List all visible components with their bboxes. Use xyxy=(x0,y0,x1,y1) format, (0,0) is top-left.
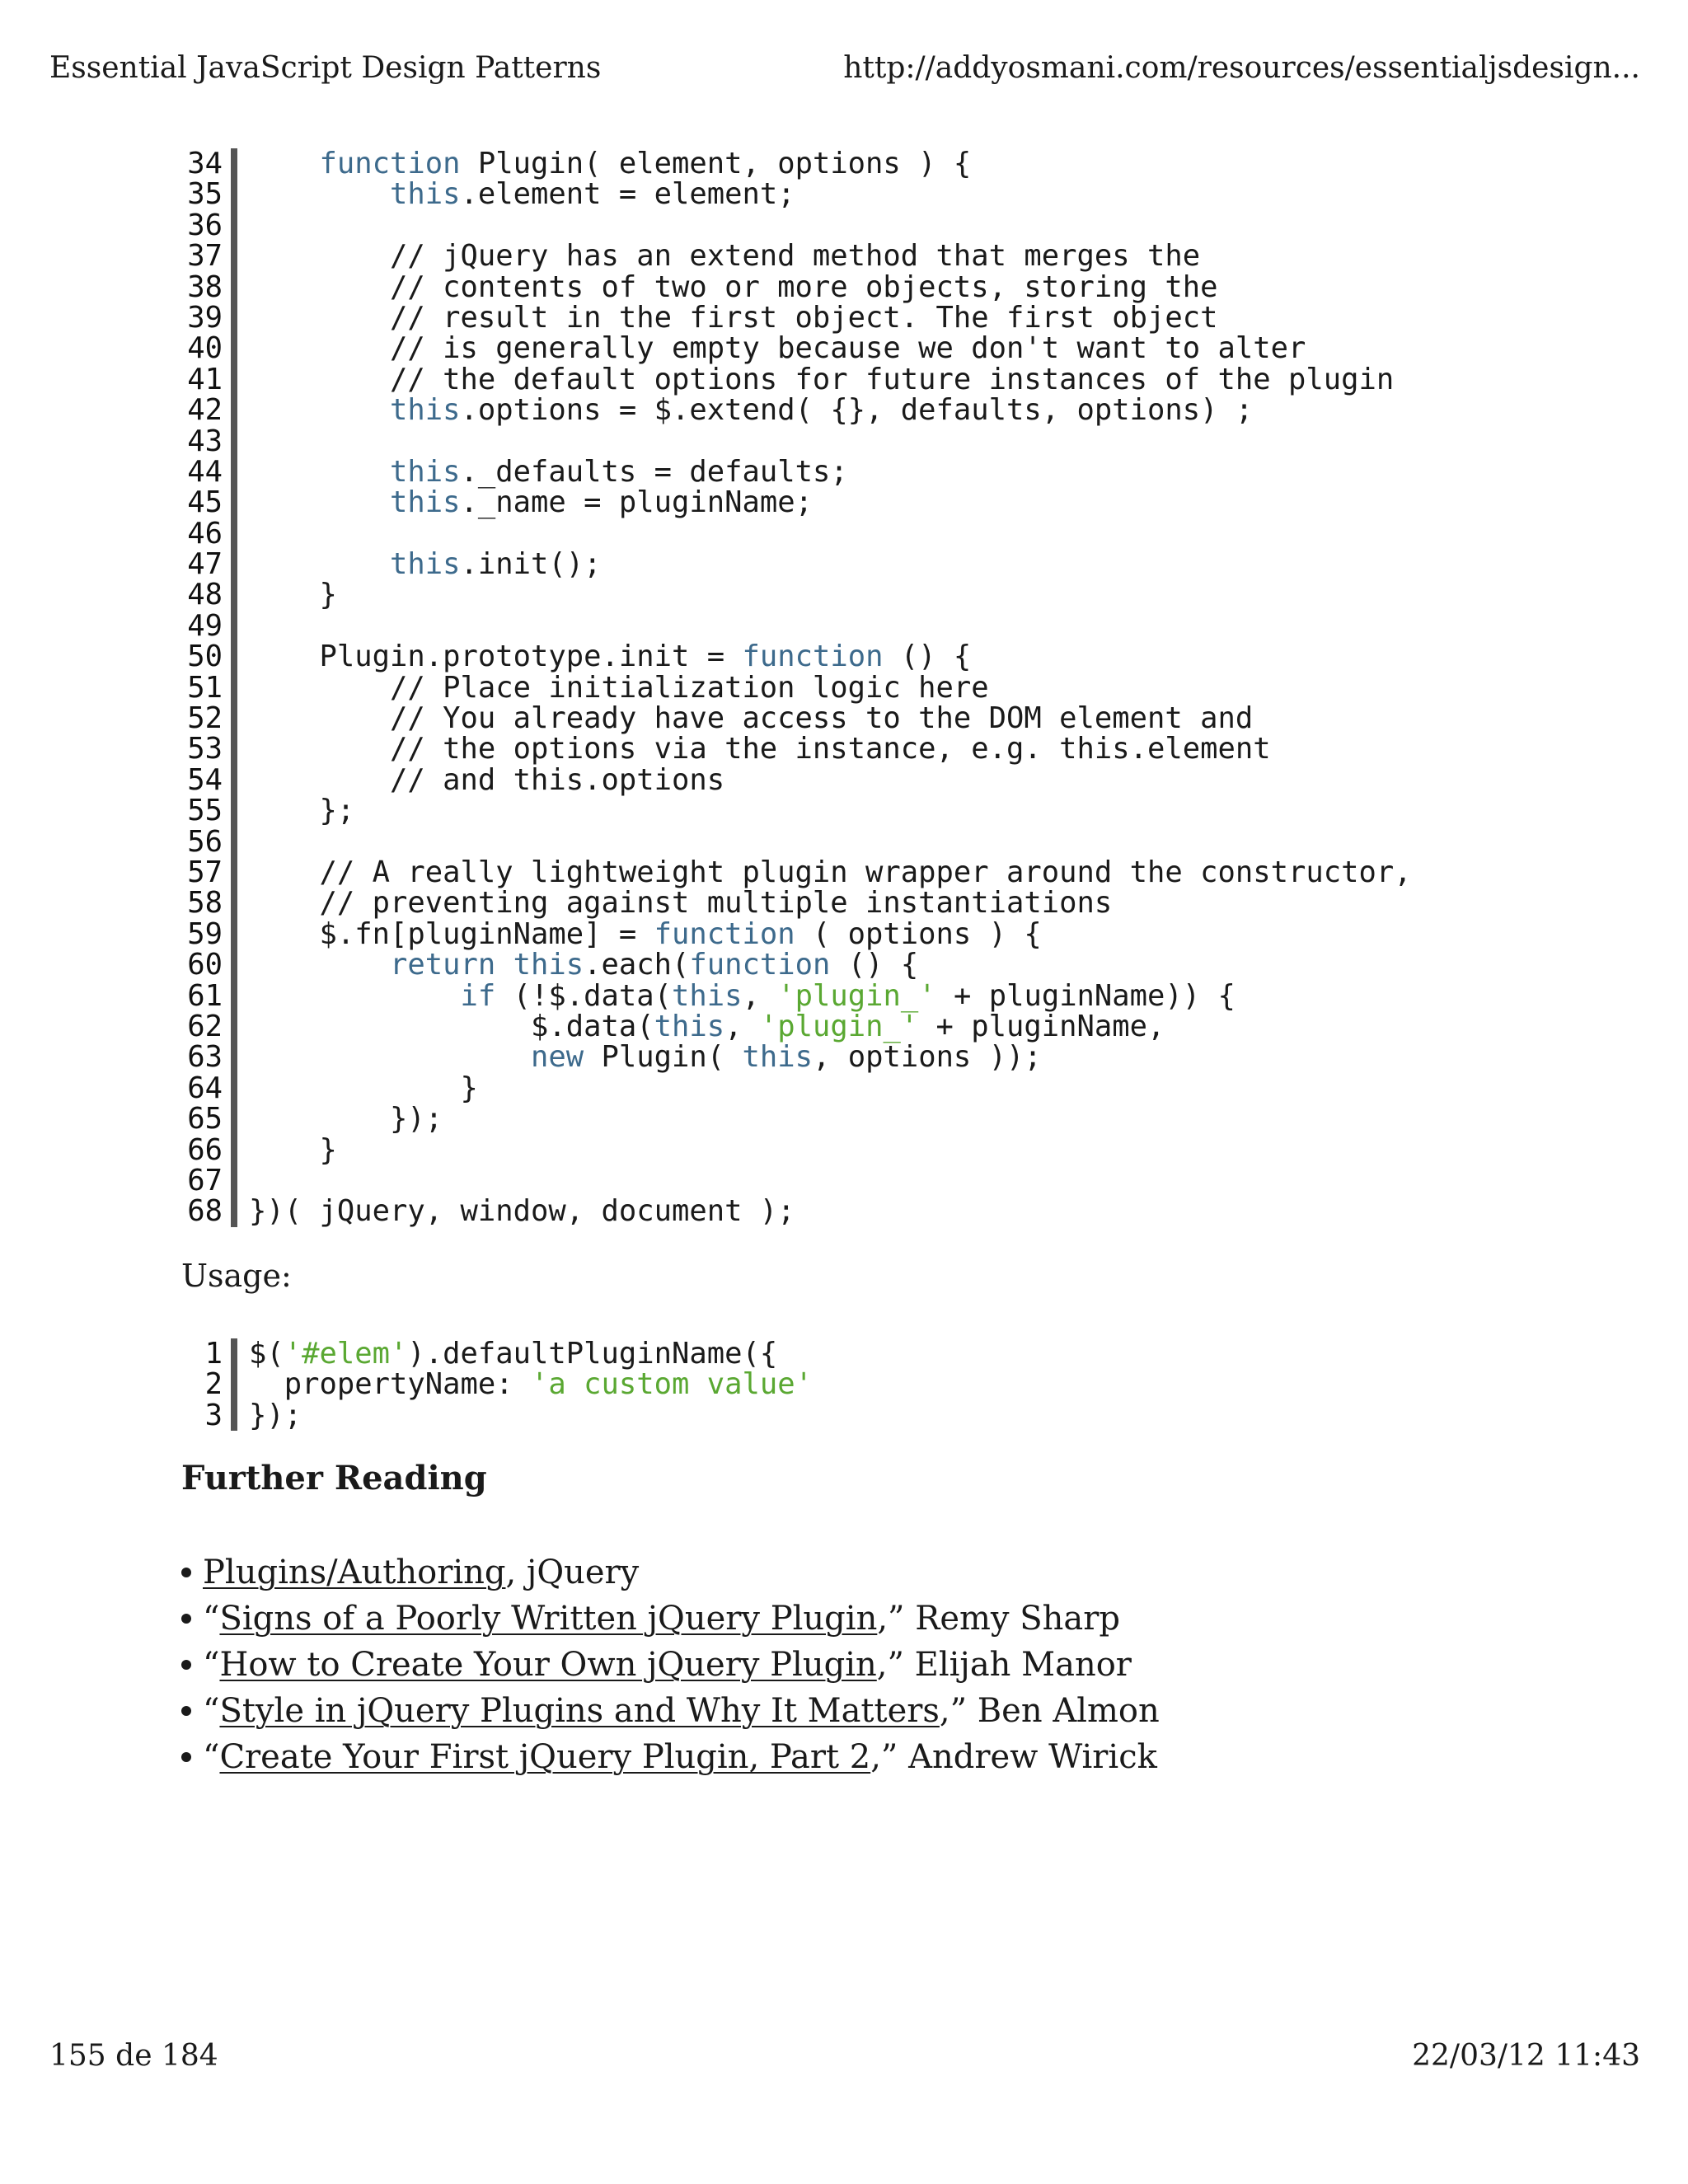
code-text xyxy=(249,1367,813,1402)
code-token: // the default options for future instances of the plugin xyxy=(249,362,1395,396)
line-number: 43 xyxy=(187,424,223,458)
code-text xyxy=(249,1194,795,1229)
code-token: () { xyxy=(883,640,972,674)
reading-item xyxy=(181,1596,1160,1642)
reading-item-author: ,” Andrew Wirick xyxy=(870,1738,1157,1776)
line-number: 62 xyxy=(187,1009,223,1043)
code-keyword: function xyxy=(319,147,461,180)
code-keyword: this xyxy=(389,485,461,520)
reading-item xyxy=(181,1549,1160,1596)
gutter-bar xyxy=(231,148,237,179)
code-line xyxy=(161,916,1562,951)
code-token: (!$.data( xyxy=(495,978,672,1013)
reading-item-author: ,” Elijah Manor xyxy=(876,1646,1132,1684)
code-line xyxy=(161,1367,1562,1402)
code-token xyxy=(249,948,390,982)
code-token: // result in the first object. The first object xyxy=(249,300,1218,335)
line-number: 44 xyxy=(187,454,223,489)
reading-item-author: , jQuery xyxy=(505,1554,640,1591)
code-text xyxy=(249,1132,337,1167)
code-text xyxy=(249,393,1254,428)
code-token: ).defaultPluginName({ xyxy=(407,1337,778,1371)
gutter-bar xyxy=(231,1011,237,1042)
reading-link[interactable]: Plugins/Authoring xyxy=(203,1554,506,1591)
code-text xyxy=(249,579,337,610)
code-text xyxy=(249,762,725,797)
gutter-bar xyxy=(231,1369,237,1399)
line-number: 51 xyxy=(187,670,223,705)
line-number: 34 xyxy=(187,147,223,180)
code-line xyxy=(161,210,1562,241)
code-string: 'a custom value' xyxy=(530,1367,813,1402)
print-datetime: 22/03/12 11:43 xyxy=(1412,2039,1640,2073)
code-token: }); xyxy=(249,1398,302,1432)
line-number: 67 xyxy=(187,1163,223,1197)
line-number: 39 xyxy=(187,300,223,335)
gutter-bar xyxy=(231,673,237,703)
gutter-bar xyxy=(231,395,237,425)
line-number: 52 xyxy=(187,701,223,736)
line-number: 50 xyxy=(187,640,223,674)
code-token: .options = $.extend( {}, defaults, options) ; xyxy=(460,393,1254,428)
code-keyword: this xyxy=(513,948,584,982)
code-text xyxy=(249,1102,443,1137)
code-token: // jQuery has an extend method that merges the xyxy=(249,239,1201,274)
gutter-bar xyxy=(231,641,237,672)
gutter-bar xyxy=(231,733,237,764)
line-number: 45 xyxy=(187,485,223,520)
code-token: } xyxy=(249,1071,478,1105)
code-keyword: this xyxy=(654,1009,725,1043)
gutter-bar xyxy=(231,333,237,363)
code-token: + pluginName, xyxy=(918,1009,1165,1043)
gutter-bar xyxy=(231,1400,237,1431)
code-line xyxy=(161,487,1562,518)
line-number: 49 xyxy=(187,608,223,643)
reading-item-prefix: “ xyxy=(203,1692,220,1730)
page-header-title: Essential JavaScript Design Patterns xyxy=(49,51,602,85)
code-token: }; xyxy=(249,794,355,828)
code-text xyxy=(249,641,971,672)
code-line xyxy=(161,1132,1562,1167)
line-number: 65 xyxy=(187,1102,223,1137)
bullet-icon xyxy=(181,1660,191,1670)
gutter-bar xyxy=(231,487,237,518)
gutter-bar xyxy=(231,549,237,579)
code-token: } xyxy=(249,1132,337,1167)
code-text xyxy=(249,454,848,489)
gutter-bar xyxy=(231,981,237,1011)
code-token: // contents of two or more objects, storing the xyxy=(249,269,1218,304)
line-number: 61 xyxy=(187,978,223,1013)
code-text xyxy=(249,148,971,179)
line-number: 35 xyxy=(187,177,223,212)
code-line xyxy=(161,364,1562,395)
page-header-url: http://addyosmani.com/resources/essentialjsdesign... xyxy=(843,51,1640,85)
line-number: 58 xyxy=(187,886,223,921)
code-text xyxy=(249,547,602,582)
code-text xyxy=(249,733,1271,764)
line-number: 37 xyxy=(187,239,223,274)
code-keyword: this xyxy=(389,547,461,582)
line-number: 56 xyxy=(187,824,223,859)
code-line xyxy=(161,949,1562,980)
reading-link[interactable]: Style in jQuery Plugins and Why It Matters xyxy=(219,1692,940,1730)
code-keyword: function xyxy=(742,640,884,674)
gutter-bar xyxy=(231,1073,237,1104)
line-number: 64 xyxy=(187,1071,223,1105)
code-keyword: if xyxy=(460,978,496,1013)
code-line xyxy=(161,795,1562,826)
code-line xyxy=(161,1102,1562,1137)
code-token xyxy=(249,393,390,427)
code-token: // preventing against multiple instantiations xyxy=(249,886,1113,921)
code-token: } xyxy=(249,578,337,612)
code-keyword: this xyxy=(742,1040,813,1075)
code-text xyxy=(249,331,1306,366)
code-token: .element = element; xyxy=(460,177,795,212)
further-reading-heading: Further Reading xyxy=(181,1459,487,1497)
code-text xyxy=(249,1338,777,1369)
line-number: 2 xyxy=(204,1367,223,1402)
code-token: ( options ) { xyxy=(795,916,1042,951)
code-token xyxy=(249,455,390,489)
code-keyword: function xyxy=(654,916,795,951)
code-line xyxy=(161,426,1562,457)
code-line xyxy=(161,670,1562,705)
gutter-bar xyxy=(231,272,237,302)
bullet-icon xyxy=(181,1706,191,1716)
line-number: 63 xyxy=(187,1040,223,1075)
code-token: // the options via the instance, e.g. this.element xyxy=(249,732,1271,766)
bullet-icon xyxy=(181,1614,191,1624)
gutter-bar xyxy=(231,611,237,641)
gutter-bar xyxy=(231,426,237,457)
code-token xyxy=(249,547,390,581)
code-block-usage xyxy=(161,1338,1562,1431)
gutter-bar xyxy=(231,703,237,733)
reading-item-author: ,” Remy Sharp xyxy=(877,1600,1120,1638)
gutter-bar xyxy=(231,579,237,610)
code-token: $.fn[pluginName] = xyxy=(249,916,654,951)
code-line xyxy=(161,331,1562,366)
reading-item-prefix: “ xyxy=(203,1600,220,1638)
code-text xyxy=(249,239,1201,274)
code-line xyxy=(161,762,1562,797)
code-token xyxy=(249,147,320,180)
gutter-bar xyxy=(231,1196,237,1226)
code-line xyxy=(161,302,1562,333)
code-text xyxy=(249,1400,302,1431)
code-text xyxy=(249,949,918,980)
line-number: 59 xyxy=(187,916,223,951)
reading-link[interactable]: How to Create Your Own jQuery Plugin xyxy=(219,1646,877,1684)
reading-item xyxy=(181,1642,1160,1688)
bullet-icon xyxy=(181,1752,191,1762)
line-number: 68 xyxy=(187,1194,223,1229)
code-token: () { xyxy=(830,948,919,982)
code-token: propertyName: xyxy=(249,1367,531,1402)
code-line xyxy=(161,177,1562,212)
gutter-bar xyxy=(231,457,237,487)
code-token: , xyxy=(742,978,778,1013)
code-line xyxy=(161,1194,1562,1229)
gutter-bar xyxy=(231,210,237,241)
gutter-bar xyxy=(231,765,237,795)
code-text xyxy=(249,670,989,705)
code-text xyxy=(249,701,1254,736)
code-token: ._name = pluginName; xyxy=(460,485,813,520)
code-line xyxy=(161,857,1562,888)
code-text xyxy=(249,1011,1165,1042)
line-number: 41 xyxy=(187,362,223,396)
code-line xyxy=(161,733,1562,764)
gutter-bar xyxy=(231,1042,237,1072)
line-number: 42 xyxy=(187,393,223,428)
bullet-icon xyxy=(181,1568,191,1577)
code-keyword: function xyxy=(689,948,831,982)
gutter-bar xyxy=(231,1135,237,1165)
gutter-bar xyxy=(231,1165,237,1196)
code-keyword: this xyxy=(671,978,743,1013)
code-keyword: this xyxy=(389,454,461,489)
code-token: $.data( xyxy=(249,1009,654,1043)
code-keyword: this xyxy=(389,177,461,212)
code-text xyxy=(249,916,1042,951)
code-token xyxy=(249,979,460,1013)
code-token: }); xyxy=(249,1102,443,1137)
line-number: 53 xyxy=(187,732,223,766)
code-line xyxy=(161,1011,1562,1042)
code-line xyxy=(161,1338,1562,1369)
page-number: 155 de 184 xyxy=(49,2039,218,2073)
code-line xyxy=(161,148,1562,179)
code-text xyxy=(249,1073,478,1104)
code-token: , xyxy=(724,1009,760,1043)
line-number: 66 xyxy=(187,1132,223,1167)
code-token: $( xyxy=(249,1337,284,1371)
line-number: 36 xyxy=(187,208,223,242)
usage-label: Usage: xyxy=(181,1258,292,1294)
code-line xyxy=(161,393,1562,428)
code-token: })( jQuery, window, document ); xyxy=(249,1194,795,1229)
code-text xyxy=(249,177,795,212)
code-token xyxy=(249,177,390,211)
code-token: + pluginName)) { xyxy=(935,978,1236,1013)
code-text xyxy=(249,302,1218,333)
line-number: 55 xyxy=(187,794,223,828)
reading-item-prefix: “ xyxy=(203,1646,220,1684)
code-string: 'plugin_' xyxy=(777,978,936,1013)
code-keyword: new xyxy=(530,1040,584,1075)
line-number: 47 xyxy=(187,547,223,582)
code-line xyxy=(161,641,1562,672)
code-string: '#elem' xyxy=(284,1337,408,1371)
code-line xyxy=(161,239,1562,274)
gutter-bar xyxy=(231,1338,237,1369)
reading-item xyxy=(181,1734,1160,1780)
code-token xyxy=(495,948,513,982)
line-number: 60 xyxy=(187,948,223,982)
code-token xyxy=(249,1040,531,1074)
code-line xyxy=(161,824,1562,859)
code-keyword: return xyxy=(389,948,496,982)
code-text xyxy=(249,886,1113,921)
further-reading-list xyxy=(181,1549,1160,1780)
gutter-bar xyxy=(231,949,237,980)
reading-link[interactable]: Create Your First jQuery Plugin, Part 2 xyxy=(219,1738,871,1776)
line-number: 1 xyxy=(204,1337,223,1371)
code-text xyxy=(249,795,354,826)
gutter-bar xyxy=(231,179,237,209)
code-token: .init(); xyxy=(460,547,602,582)
reading-item xyxy=(181,1688,1160,1734)
code-block-plugin xyxy=(161,148,1562,1227)
code-token: ._defaults = defaults; xyxy=(460,454,848,489)
line-number: 48 xyxy=(187,578,223,612)
line-number: 40 xyxy=(187,331,223,366)
code-line xyxy=(161,1073,1562,1104)
code-line xyxy=(161,886,1562,921)
code-line xyxy=(161,454,1562,489)
code-line xyxy=(161,579,1562,610)
line-number: 57 xyxy=(187,855,223,889)
code-line xyxy=(161,701,1562,736)
code-line xyxy=(161,978,1562,1013)
code-token: // and this.options xyxy=(249,762,725,797)
reading-link[interactable]: Signs of a Poorly Written jQuery Plugin xyxy=(219,1600,878,1638)
reading-item-author: ,” Ben Almon xyxy=(939,1692,1160,1730)
code-token: // is generally empty because we don't want to alter xyxy=(249,331,1306,366)
gutter-bar xyxy=(231,795,237,826)
code-line xyxy=(161,1400,1562,1431)
code-token: Plugin.prototype.init = xyxy=(249,640,743,674)
code-text xyxy=(249,978,1236,1013)
code-token: Plugin( element, options ) { xyxy=(460,147,972,180)
code-keyword: this xyxy=(389,393,461,428)
code-token: .each( xyxy=(584,948,690,982)
code-line xyxy=(161,1165,1562,1196)
gutter-bar xyxy=(231,888,237,918)
gutter-bar xyxy=(231,919,237,949)
code-token: // Place initialization logic here xyxy=(249,670,989,705)
line-number: 46 xyxy=(187,516,223,551)
code-text xyxy=(249,487,813,518)
code-line xyxy=(161,518,1562,549)
code-token: // A really lightweight plugin wrapper around the constructor, xyxy=(249,855,1412,889)
reading-item-prefix: “ xyxy=(203,1738,220,1776)
code-text xyxy=(249,857,1412,888)
gutter-bar xyxy=(231,857,237,888)
line-number: 38 xyxy=(187,269,223,304)
code-token: , options )); xyxy=(812,1040,1042,1075)
code-token: Plugin( xyxy=(584,1040,743,1075)
code-line xyxy=(161,269,1562,304)
line-number: 54 xyxy=(187,762,223,797)
gutter-bar xyxy=(231,302,237,333)
gutter-bar xyxy=(231,364,237,395)
code-line xyxy=(161,1040,1562,1075)
gutter-bar xyxy=(231,827,237,857)
code-text xyxy=(249,269,1218,304)
code-line xyxy=(161,608,1562,643)
gutter-bar xyxy=(231,1104,237,1134)
gutter-bar xyxy=(231,241,237,271)
code-token: // You already have access to the DOM element and xyxy=(249,701,1254,736)
code-string: 'plugin_' xyxy=(759,1009,919,1043)
line-number: 3 xyxy=(204,1398,223,1432)
code-token xyxy=(249,485,390,519)
code-line xyxy=(161,547,1562,582)
code-text xyxy=(249,1040,1042,1075)
gutter-bar xyxy=(231,518,237,549)
code-text xyxy=(249,364,1394,395)
